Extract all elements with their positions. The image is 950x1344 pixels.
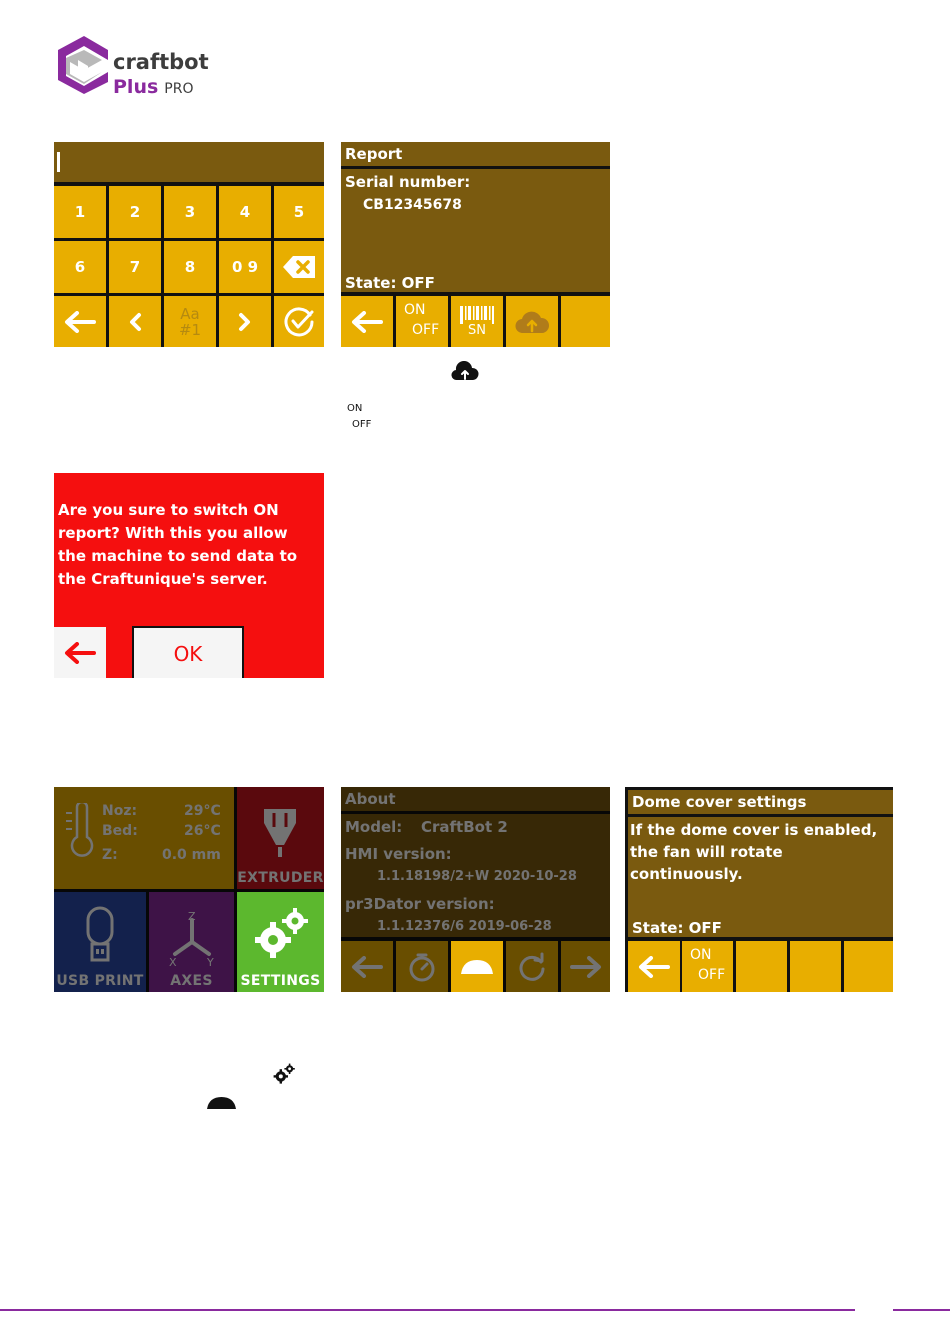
onoff-inline-on: ON bbox=[347, 403, 363, 414]
key-5[interactable]: 5 bbox=[274, 186, 324, 238]
dome-title: Dome cover settings bbox=[632, 793, 807, 811]
dim-overlay-about-left bbox=[341, 941, 451, 992]
confirm-check-icon bbox=[283, 306, 315, 338]
onoff-inline-icon bbox=[347, 403, 377, 433]
ok-label: OK bbox=[173, 642, 203, 666]
report-onoff-button[interactable] bbox=[396, 296, 448, 347]
logo-text-pro: PRO bbox=[164, 81, 194, 97]
cloud-upload-icon bbox=[451, 361, 479, 381]
onoff-on-label: ON bbox=[690, 947, 712, 963]
back-arrow-icon bbox=[351, 311, 383, 333]
chevron-right-icon bbox=[238, 312, 252, 332]
craftbot-logo-mark bbox=[56, 34, 112, 96]
dome-empty-slot-1 bbox=[736, 941, 787, 992]
home-screen bbox=[54, 787, 324, 992]
settings-tile[interactable] bbox=[237, 892, 324, 992]
key-3[interactable]: 3 bbox=[164, 186, 216, 238]
dim-overlay-about-top bbox=[341, 787, 610, 941]
report-title-bar bbox=[341, 142, 610, 166]
sn-label: SN bbox=[468, 322, 486, 338]
key-7[interactable]: 7 bbox=[109, 241, 161, 293]
dome-back-button[interactable] bbox=[628, 941, 680, 992]
logo-text-craftbot: craftbot bbox=[113, 50, 209, 74]
onoff-on-label: ON bbox=[404, 302, 426, 318]
dome-description: If the dome cover is enabled, the fan will rotate continuously. bbox=[630, 821, 878, 883]
keypad-screen bbox=[54, 142, 324, 347]
confirm-back-face bbox=[54, 627, 106, 678]
report-screen bbox=[341, 142, 610, 347]
key-1[interactable]: 1 bbox=[54, 186, 106, 238]
mode-label-bottom: #1 bbox=[178, 320, 202, 339]
dim-overlay-extruder bbox=[237, 787, 324, 892]
dim-overlay-bottom-left bbox=[54, 892, 237, 992]
serial-number-button[interactable] bbox=[451, 296, 503, 347]
barcode-icon bbox=[459, 306, 495, 324]
footer-rule-right bbox=[893, 1309, 950, 1311]
onoff-off-label: OFF bbox=[412, 322, 440, 338]
cloud-upload-icon bbox=[514, 309, 550, 335]
about-screen bbox=[341, 787, 610, 992]
confirm-button[interactable] bbox=[274, 296, 324, 347]
chevron-left-icon bbox=[128, 312, 142, 332]
dome-icon bbox=[459, 958, 495, 976]
key-0-9[interactable]: 0 9 bbox=[219, 241, 271, 293]
dome-icon bbox=[206, 1095, 237, 1111]
dome-state: State: OFF bbox=[632, 919, 722, 937]
report-back-button[interactable] bbox=[341, 296, 393, 347]
dome-empty-slot-3 bbox=[844, 941, 893, 992]
keyboard-mode-button[interactable] bbox=[164, 296, 216, 347]
dome-onoff-button[interactable] bbox=[682, 941, 733, 992]
dome-cover-button[interactable] bbox=[451, 941, 503, 992]
back-button[interactable] bbox=[54, 296, 106, 347]
dome-title-bar bbox=[628, 790, 893, 814]
dim-overlay-status bbox=[54, 787, 237, 892]
report-content bbox=[341, 169, 610, 292]
dome-content bbox=[628, 817, 893, 937]
back-arrow-icon bbox=[64, 311, 96, 333]
serial-number-label: Serial number: bbox=[345, 173, 471, 191]
gears-icon bbox=[251, 906, 311, 962]
settings-label: SETTINGS bbox=[240, 973, 321, 989]
key-6[interactable]: 6 bbox=[54, 241, 106, 293]
report-title: Report bbox=[345, 145, 403, 163]
text-cursor bbox=[57, 152, 60, 172]
confirm-dialog-screen bbox=[54, 473, 324, 678]
key-4[interactable]: 4 bbox=[219, 186, 271, 238]
onoff-inline-off: OFF bbox=[352, 419, 372, 430]
dome-empty-slot-2 bbox=[790, 941, 841, 992]
footer-rule-left bbox=[0, 1309, 855, 1311]
serial-number-value: CB12345678 bbox=[363, 197, 462, 213]
back-arrow-icon bbox=[64, 642, 96, 664]
key-8[interactable]: 8 bbox=[164, 241, 216, 293]
back-arrow-icon bbox=[638, 956, 670, 978]
report-empty-slot bbox=[561, 296, 610, 347]
dome-settings-screen bbox=[625, 787, 893, 992]
gears-icon bbox=[272, 1062, 296, 1086]
key-2[interactable]: 2 bbox=[109, 186, 161, 238]
logo-text-plus bbox=[113, 76, 193, 98]
cloud-upload-button[interactable] bbox=[506, 296, 558, 347]
onoff-off-label: OFF bbox=[698, 967, 726, 983]
confirm-back-button[interactable] bbox=[54, 624, 108, 678]
cursor-right-button[interactable] bbox=[219, 296, 271, 347]
backspace-icon bbox=[281, 254, 317, 280]
logo-text-plus-word: Plus bbox=[113, 76, 159, 98]
confirm-message: Are you sure to switch ON report? With this you allow the machine to send data to the Craftunique's server. bbox=[58, 501, 298, 588]
dim-overlay-about-right bbox=[503, 941, 610, 992]
mode-label-top: Aa bbox=[180, 304, 200, 323]
report-state: State: OFF bbox=[345, 274, 435, 292]
cursor-left-button[interactable] bbox=[109, 296, 161, 347]
confirm-ok-button[interactable] bbox=[132, 626, 244, 678]
backspace-button[interactable] bbox=[274, 241, 324, 293]
keypad-input-field[interactable] bbox=[54, 142, 324, 182]
